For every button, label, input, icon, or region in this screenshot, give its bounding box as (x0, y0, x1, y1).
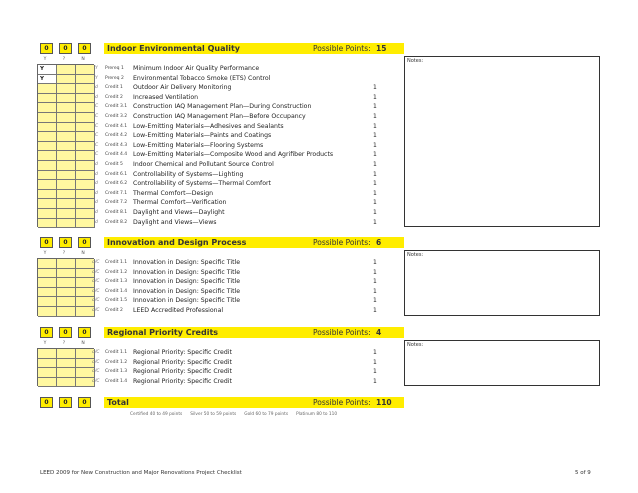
credit-number: Credit 7.1 (105, 190, 128, 196)
credit-title: Environmental Tobacco Smoke (ETS) Control (133, 74, 271, 82)
yqn-label: N (81, 341, 85, 346)
section-title: Indoor Environmental Quality (107, 44, 240, 53)
yqn-label: ? (62, 341, 66, 346)
credit-row (0, 208, 404, 217)
credit-title: Minimum Indoor Air Quality Performance (133, 65, 260, 72)
credit-number: Credit 1.2 (105, 359, 128, 365)
credit-points: 1 (373, 358, 377, 366)
credit-category: C (95, 152, 99, 158)
credit-number: Credit 4.1 (105, 123, 128, 129)
yqn-label: Y (43, 251, 47, 256)
possible-points-value: 6 (376, 238, 382, 247)
credit-points: 1 (373, 307, 377, 314)
credit-number: Credit 6.2 (105, 181, 128, 187)
credit-number: Credit 8.1 (105, 210, 128, 215)
credit-title: Low-Emitting Materials—Paints and Coatings (133, 132, 272, 140)
credit-points: 1 (373, 170, 377, 178)
credit-points: 1 (373, 84, 377, 92)
credit-row (0, 122, 404, 131)
credit-title: LEED Accredited Professional (133, 307, 224, 314)
credit-title: Construction IAQ Management Plan—During Construction (133, 103, 312, 111)
possible-points-label: Possible Points: (313, 398, 371, 407)
credit-title: Controllability of Systems—Lighting (133, 170, 244, 178)
possible-points-label: Possible Points: (313, 328, 371, 337)
credit-number: Credit 1.1 (105, 350, 128, 355)
certification-levels (130, 412, 345, 417)
certification-level: Certified 40 to 49 points (130, 412, 183, 417)
mark-cell[interactable]: Y (38, 75, 57, 85)
credit-number: Credit 4.3 (105, 142, 128, 148)
section-title: Regional Priority Credits (107, 328, 219, 337)
section-title: Innovation and Design Process (107, 238, 247, 247)
credit-category: d/C (92, 378, 100, 384)
credit-title: Increased Ventilation (133, 93, 199, 101)
credit-category: d/C (92, 288, 100, 294)
credit-number: Credit 3.1 (105, 104, 128, 110)
credit-number: Credit 1.1 (105, 260, 128, 265)
section-header (0, 237, 638, 248)
mark-cell[interactable]: Y (38, 65, 57, 75)
credit-row (0, 150, 404, 159)
yqn-label: ? (62, 251, 66, 256)
total-section (0, 397, 638, 423)
possible-points-value: 15 (376, 44, 387, 53)
credit-row (0, 258, 404, 267)
credit-title: Innovation in Design: Specific Title (133, 278, 241, 286)
score-cell[interactable]: 0 (59, 43, 72, 54)
credit-category: d (95, 162, 98, 167)
certification-level: Gold 60 to 79 points (244, 412, 289, 417)
credit-category: d/C (92, 369, 100, 375)
credit-row (0, 93, 404, 102)
credit-points: 1 (373, 103, 377, 111)
credit-title: Outdoor Air Delivery Monitoring (133, 84, 232, 92)
credit-title: Innovation in Design: Specific Title (133, 268, 241, 276)
credit-row (0, 277, 404, 286)
credit-title: Thermal Comfort—Design (133, 189, 214, 197)
credit-row (0, 296, 404, 305)
credit-category: d (95, 210, 98, 215)
section-header (0, 397, 638, 408)
credit-points: 1 (373, 278, 377, 286)
credit-category: d/C (92, 298, 100, 304)
credit-title: Low-Emitting Materials—Adhesives and Sealants (133, 122, 284, 130)
certification-level: Platinum 80 to 110 (296, 412, 338, 417)
footer-title: LEED 2009 for New Construction and Major Renovations Project Checklist (40, 470, 242, 476)
credit-title: Innovation in Design: Specific Title (133, 287, 241, 295)
credit-category: C (95, 123, 99, 129)
credit-row (0, 367, 404, 376)
credit-category: d (95, 190, 98, 196)
credit-points: 1 (373, 93, 377, 101)
score-cell[interactable]: 0 (78, 397, 91, 408)
credit-row (0, 74, 404, 83)
credit-number: Credit 2 (105, 308, 123, 313)
credit-category: Y (95, 66, 98, 71)
credit-title: Regional Priority: Specific Credit (133, 349, 232, 356)
yqn-label: Y (43, 57, 47, 62)
section (0, 327, 638, 384)
credit-points: 1 (373, 132, 377, 140)
credit-points: 1 (373, 113, 377, 120)
credit-number: Credit 1.3 (105, 279, 128, 285)
credit-points: 1 (373, 151, 377, 159)
score-cell[interactable]: 0 (40, 237, 53, 248)
credit-row (0, 112, 404, 121)
credit-title: Regional Priority: Specific Credit (133, 377, 232, 385)
notes-label: Notes: (407, 58, 424, 64)
credit-category: d (95, 85, 98, 91)
section (0, 43, 638, 225)
credit-category: C (95, 104, 99, 110)
credit-number: Credit 3.2 (105, 114, 128, 119)
possible-points-value: 110 (376, 398, 392, 407)
notes-box[interactable] (404, 250, 600, 316)
section-header (0, 327, 638, 338)
credit-title: Low-Emitting Materials—Composite Wood and Agrifiber Products (133, 151, 334, 159)
credit-points: 1 (373, 297, 377, 305)
section (0, 237, 638, 314)
credit-title: Low-Emitting Materials—Flooring Systems (133, 141, 264, 149)
credit-row (0, 131, 404, 140)
credit-row (0, 348, 404, 357)
credit-points: 1 (373, 180, 377, 188)
credit-points: 1 (373, 218, 377, 226)
credit-title: Indoor Chemical and Pollutant Source Control (133, 161, 274, 168)
credit-title: Regional Priority: Specific Credit (133, 368, 232, 376)
certification-level: Silver 50 to 59 points (190, 412, 237, 417)
credit-row (0, 268, 404, 277)
credit-number: Credit 1 (105, 85, 123, 91)
score-cell[interactable]: 0 (40, 397, 53, 408)
credit-title: Regional Priority: Specific Credit (133, 358, 232, 366)
credit-number: Credit 1.4 (105, 288, 128, 294)
credit-title: Construction IAQ Management Plan—Before Occupancy (133, 113, 306, 120)
score-cell[interactable]: 0 (78, 237, 91, 248)
yqn-label: N (81, 251, 85, 256)
credit-title: Thermal Comfort—Verification (133, 199, 227, 207)
possible-points-value: 4 (376, 328, 382, 337)
credit-category: C (95, 133, 99, 139)
credit-row (0, 160, 404, 169)
notes-box[interactable] (404, 340, 600, 386)
credit-points: 1 (373, 161, 377, 168)
credit-category: d/C (92, 269, 100, 275)
credit-number: Credit 4.4 (105, 152, 128, 158)
credit-category: C (95, 114, 99, 119)
credit-number: Credit 1.3 (105, 369, 128, 375)
credit-category: d (95, 219, 98, 225)
credit-number: Credit 4.2 (105, 133, 128, 139)
credit-row (0, 198, 404, 207)
credit-points: 1 (373, 268, 377, 276)
credit-points: 1 (373, 199, 377, 207)
score-cell[interactable]: 0 (40, 327, 53, 338)
score-cell[interactable]: 0 (59, 237, 72, 248)
section-title: Total (107, 398, 129, 407)
credit-category: d/C (92, 279, 100, 285)
credit-title: Daylight and Views—Views (133, 218, 217, 226)
score-cell[interactable]: 0 (59, 327, 72, 338)
credit-category: Y (95, 75, 98, 81)
credit-points: 1 (373, 368, 377, 376)
credit-number: Credit 7.2 (105, 200, 128, 206)
credit-category: C (95, 142, 99, 148)
credit-number: Prereq 2 (105, 75, 124, 81)
credit-points: 1 (373, 209, 377, 216)
credit-points: 1 (373, 122, 377, 130)
credit-title: Innovation in Design: Specific Title (133, 259, 241, 266)
credit-category: d (95, 94, 98, 100)
score-cell[interactable]: 0 (78, 43, 91, 54)
score-cell[interactable]: 0 (59, 397, 72, 408)
yqn-label: N (81, 57, 85, 62)
credit-points: 1 (373, 287, 377, 295)
credit-number: Prereq 1 (105, 66, 124, 71)
credit-category: d (95, 181, 98, 187)
yqn-label: ? (62, 57, 66, 62)
credit-row (0, 83, 404, 92)
credit-row (0, 377, 404, 386)
credit-points: 1 (373, 259, 377, 266)
credit-row (0, 179, 404, 188)
credit-title: Innovation in Design: Specific Title (133, 297, 241, 305)
section-header (0, 43, 638, 54)
score-cell[interactable]: 0 (40, 43, 53, 54)
credit-row (0, 189, 404, 198)
credit-number: Credit 6.1 (105, 171, 128, 177)
yqn-label: Y (43, 341, 47, 346)
score-cell[interactable]: 0 (78, 327, 91, 338)
page-number: 5 of 9 (575, 470, 591, 476)
credit-points: 1 (373, 189, 377, 197)
credit-row (0, 358, 404, 367)
credit-row (0, 218, 404, 227)
credit-category: d/C (92, 359, 100, 365)
credit-row (0, 287, 404, 296)
credit-category: d (95, 200, 98, 206)
credit-category: d/C (92, 260, 100, 265)
credit-category: d (95, 171, 98, 177)
credit-number: Credit 1.2 (105, 269, 128, 275)
credit-title: Daylight and Views—Daylight (133, 209, 225, 216)
credit-category: d/C (92, 308, 100, 313)
notes-box[interactable] (404, 56, 600, 227)
credit-points: 1 (373, 377, 377, 385)
credit-row (0, 170, 404, 179)
credit-number: Credit 1.5 (105, 298, 128, 304)
credit-points: 1 (373, 349, 377, 356)
credit-number: Credit 8.2 (105, 219, 128, 225)
possible-points-label: Possible Points: (313, 238, 371, 247)
credit-category: d/C (92, 350, 100, 355)
notes-label: Notes: (407, 252, 424, 258)
credit-number: Credit 5 (105, 162, 123, 167)
credit-row (0, 64, 404, 73)
notes-label: Notes: (407, 342, 424, 348)
credit-points: 1 (373, 141, 377, 149)
credit-row (0, 102, 404, 111)
credit-title: Controllability of Systems—Thermal Comfort (133, 180, 271, 188)
possible-points-label: Possible Points: (313, 44, 371, 53)
credit-row (0, 141, 404, 150)
credit-number: Credit 1.4 (105, 378, 128, 384)
credit-row (0, 306, 404, 315)
credit-number: Credit 2 (105, 94, 123, 100)
